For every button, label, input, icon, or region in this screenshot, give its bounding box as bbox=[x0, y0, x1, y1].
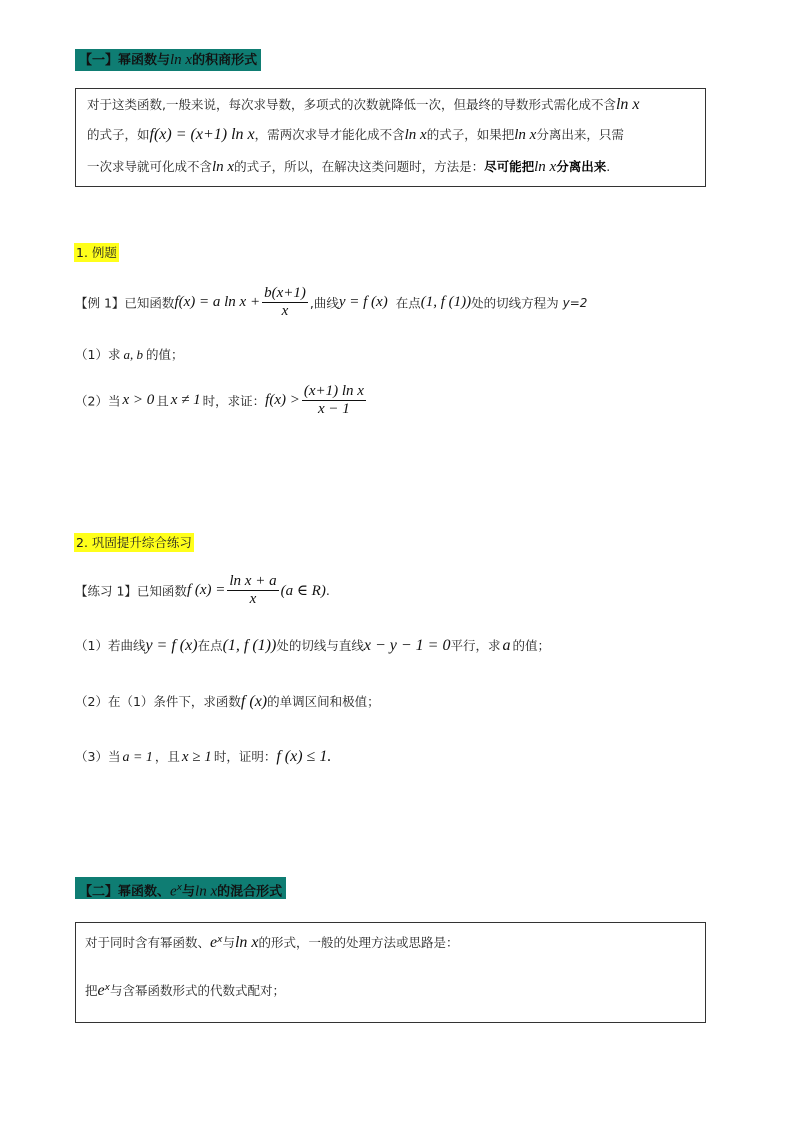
section1-box-line2-c: 的式子，如果把 bbox=[426, 127, 515, 142]
example1-q2-den: x − 1 bbox=[302, 400, 366, 418]
example1-q1-text: （1）求 bbox=[75, 347, 121, 362]
section1-box-ln-2: ln x bbox=[404, 127, 427, 143]
section1-box-line2 bbox=[87, 125, 624, 144]
section1-box-ln-1: ln x bbox=[615, 96, 640, 113]
practice1-domain: (a ∈ R) bbox=[280, 583, 326, 599]
section2-heading-ex: e bbox=[170, 883, 177, 900]
section2-heading-ex-sup: x bbox=[176, 883, 183, 893]
section2-box-line1-a: 对于同时含有幂函数、 bbox=[85, 935, 211, 950]
practice1-q1-var: a bbox=[502, 637, 511, 654]
section2-heading-prefix: 【二】幂函数、 bbox=[79, 884, 171, 900]
practice1-q3-ineq: f (x) ≤ 1. bbox=[276, 748, 332, 765]
section1-heading-suffix: 的积商形式 bbox=[192, 53, 258, 68]
example1-point-text: 在点 bbox=[395, 295, 421, 311]
example1-tangent: y=2 bbox=[562, 295, 588, 310]
section1-box-line1 bbox=[87, 95, 640, 114]
example1-q2-num: (x+1) ln x bbox=[303, 383, 364, 399]
section2-box-line2-ex-sup: x bbox=[104, 982, 110, 993]
practice1-q1-line: x − y − 1 = 0 bbox=[363, 637, 451, 654]
practice1-fraction bbox=[227, 573, 278, 608]
practice1-q3-a: （3）当 bbox=[75, 749, 121, 764]
section1-heading-prefix: 【一】幂函数与 bbox=[79, 53, 171, 68]
section1-box-line2-b: ，需两次求导才能化成不含 bbox=[254, 127, 405, 142]
practice-label: 2. 巩固提升综合练习 bbox=[76, 535, 192, 550]
section1-box-ln-3: ln x bbox=[514, 127, 537, 143]
section2-box bbox=[75, 922, 706, 1023]
example1-q1-end: 的值； bbox=[145, 347, 184, 362]
section1-box-line3-b: 的式子，所以，在解决这类问题时，方法是： bbox=[234, 159, 485, 174]
section2-heading-ln: ln x bbox=[195, 883, 218, 900]
section2-box-ex-sup: x bbox=[217, 934, 223, 945]
practice1-q2-b: 的单调区间和极值； bbox=[267, 694, 380, 709]
section2-box-line1-b: 与 bbox=[222, 935, 235, 950]
section1-box-line2-a: 的式子，如 bbox=[87, 127, 150, 142]
practice1-den: x bbox=[227, 590, 278, 608]
practice1-q3-c: 时，证明： bbox=[213, 749, 277, 764]
practice1-fx: f (x) = bbox=[186, 582, 226, 598]
practice1-q3-cond2: x ≥ 1 bbox=[181, 749, 212, 765]
practice1-q1-curve: y = f (x) bbox=[145, 637, 198, 654]
section1-box-formula: f(x) = (x+1) ln x bbox=[149, 126, 255, 143]
example1-point: (1, f (1)) bbox=[420, 294, 472, 310]
example1-frac-den: x bbox=[262, 302, 308, 320]
section2-heading-mid: 与 bbox=[182, 884, 196, 900]
section2-box-line1-c: 的形式，一般的处理方法或思路是： bbox=[258, 935, 459, 950]
example1-frac-num: b(x+1) bbox=[264, 285, 306, 301]
section1-heading bbox=[75, 49, 261, 71]
example1-tag: 【例 1】已知函数 bbox=[75, 295, 175, 311]
section1-box-ln-4: ln x bbox=[212, 159, 235, 175]
section2-box-line2 bbox=[85, 981, 285, 1000]
example1-statement bbox=[75, 285, 587, 325]
practice1-q3-b: ，且 bbox=[154, 749, 180, 764]
example1-q2-cond1: x > 0 bbox=[122, 392, 155, 408]
section1-box-line1-text: 对于这类函数,一般来说，每次求导数，多项式的次数就降低一次，但最终的导数形式需化成不含 bbox=[87, 97, 616, 112]
example1-q2-fraction bbox=[302, 383, 366, 418]
section2-box-line2-ex: e bbox=[97, 982, 105, 999]
section2-box-line2-a: 把 bbox=[85, 983, 98, 998]
section1-box-line3-a: 一次求导就可化成不含 bbox=[87, 159, 213, 174]
example1-mid: ,曲线 bbox=[309, 295, 339, 311]
section1-box-line3 bbox=[87, 157, 610, 176]
section1-box bbox=[75, 88, 706, 187]
practice1-q1-c: 处的切线与直线 bbox=[276, 638, 364, 653]
section1-box-line2-d: 分离出来，只需 bbox=[536, 127, 624, 142]
example1-q2-prove: 时，求证： bbox=[202, 393, 266, 409]
example1-curve: y = f (x) bbox=[338, 294, 388, 310]
practice1-q1-a: （1）若曲线 bbox=[75, 638, 146, 653]
section2-heading-suffix: 的混合形式 bbox=[217, 884, 283, 900]
example1-q1-vars: a, b bbox=[123, 347, 143, 362]
example-label: 1. 例题 bbox=[76, 245, 117, 260]
example1-q2-lhs: f(x) > bbox=[265, 392, 300, 408]
practice1-num: ln x + a bbox=[229, 573, 277, 589]
section1-box-bold-2: 分离出来 bbox=[556, 159, 607, 174]
example1-fraction bbox=[262, 285, 308, 320]
practice1-q2-a: （2）在（1）条件下，求函数 bbox=[75, 694, 241, 709]
example1-q1 bbox=[75, 345, 183, 363]
practice1-q1-point: (1, f (1)) bbox=[222, 637, 277, 654]
section2-box-line1 bbox=[85, 933, 459, 952]
practice1-q2-fx: f (x) bbox=[240, 693, 268, 710]
practice1-q1-d: 平行，求 bbox=[450, 638, 501, 653]
practice1-q1 bbox=[75, 636, 550, 655]
section1-heading-ln: ln x bbox=[170, 52, 193, 68]
practice1-end: . bbox=[325, 583, 330, 598]
example1-fx: f(x) = a ln x + bbox=[174, 294, 261, 310]
example1-q2 bbox=[75, 383, 368, 423]
example1-q2-text: （2）当 bbox=[75, 393, 121, 409]
example1-q2-cond2: x ≠ 1 bbox=[170, 392, 201, 408]
section2-box-line2-b: 与含幂函数形式的代数式配对； bbox=[109, 983, 285, 998]
section2-box-ex: e bbox=[210, 934, 218, 951]
section1-box-ln-5: ln x bbox=[534, 159, 557, 175]
practice1-q3-cond1: a = 1 bbox=[122, 750, 153, 765]
section1-box-line3-end: . bbox=[606, 159, 611, 174]
practice1-tag: 【练习 1】已知函数 bbox=[75, 583, 187, 599]
practice1-q3 bbox=[75, 747, 331, 766]
practice1-q1-e: 的值； bbox=[512, 638, 550, 653]
practice1-q1-b: 在点 bbox=[197, 638, 223, 653]
practice1-statement bbox=[75, 573, 330, 613]
section1-box-bold-1: 尽可能把 bbox=[484, 159, 535, 174]
practice1-q2 bbox=[75, 692, 380, 711]
example1-q2-and: 且 bbox=[156, 393, 169, 409]
section2-box-ln: ln x bbox=[234, 934, 259, 951]
example1-tail: 处的切线方程为 bbox=[471, 295, 559, 311]
section2-heading bbox=[75, 877, 286, 899]
